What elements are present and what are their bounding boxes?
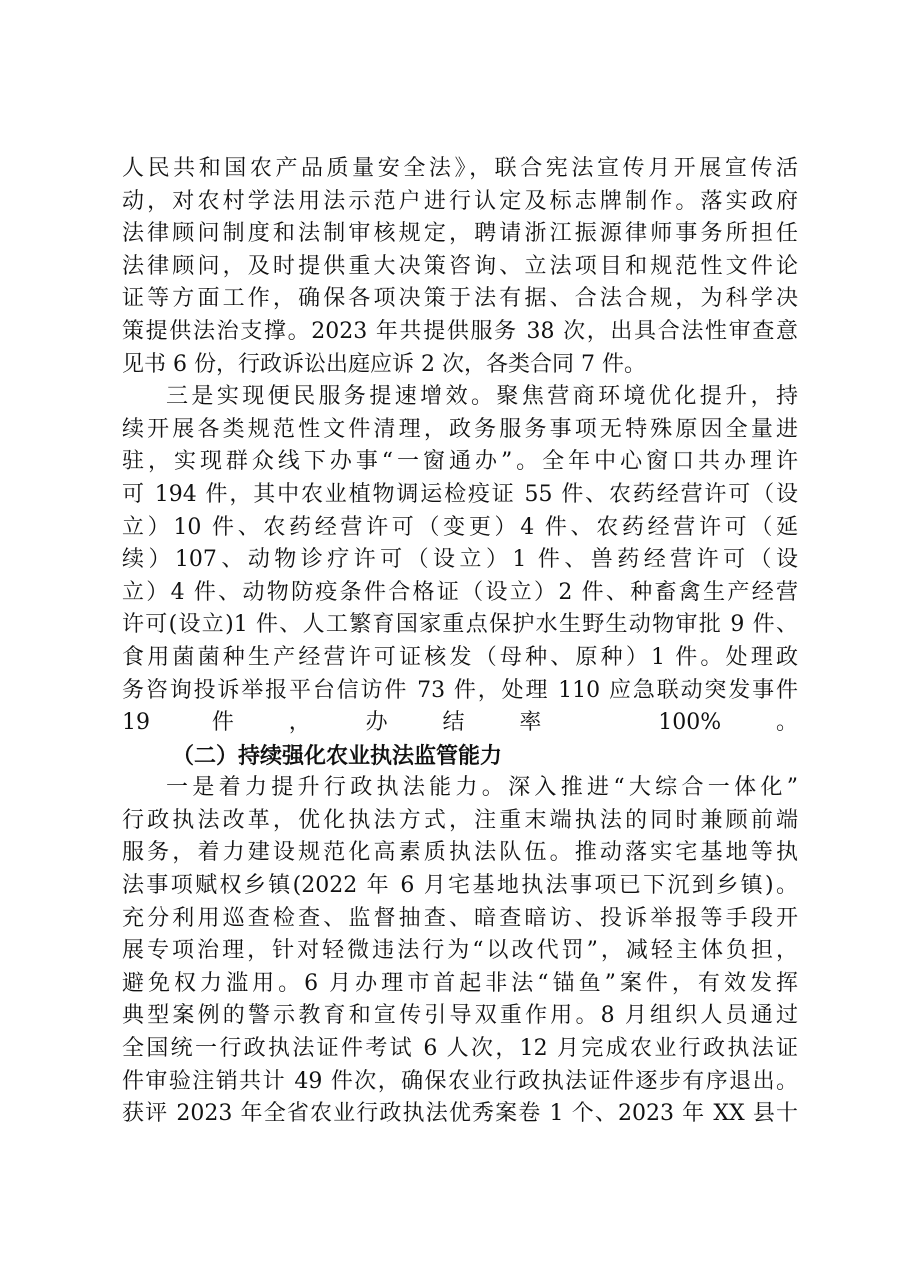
text-line: 法事项赋权乡镇(2022 年 6 月宅基地执法事项已下沉到乡镇)。 (122, 873, 798, 899)
text-line: 续开展各类规范性文件清理，政务服务事项无特殊原因全量进 (122, 416, 798, 442)
text-line: 续）107、动物诊疗许可（设立）1 件、兽药经营许可（设 (122, 547, 798, 573)
text-line: 法律顾问，及时提供重大决策咨询、立法项目和规范性文件论 (122, 253, 798, 279)
text-line: 展专项治理，针对轻微违法行为“以改代罚”，减轻主体负担， (122, 938, 798, 964)
text-line: 法律顾问制度和法制审核规定，聘请浙江振源律师事务所担任 (122, 221, 798, 247)
text-line: 服务，着力建设规范化高素质执法队伍。推动落实宅基地等执 (122, 840, 798, 866)
text-line: 食用菌菌种生产经营许可证核发（母种、原种）1 件。处理政 (122, 644, 798, 670)
paragraph-convenience-service (122, 381, 798, 740)
text-line: 可 194 件，其中农业植物调运检疫证 55 件、农药经营许可（设 (122, 481, 798, 507)
text-line: 全国统一行政执法证件考试 6 人次，12 月完成农业行政执法证 (122, 1036, 798, 1062)
text-line: 19 件，办结率 100%。 (122, 710, 798, 736)
text-line: 人民共和国农产品质量安全法》，联合宪法宣传月开展宣传活 (122, 156, 798, 181)
text-line: 务咨询投诉举报平台信访件 73 件，处理 110 应急联动突发事件 (122, 677, 798, 703)
text-line: 三是实现便民服务提速增效。聚焦营商环境优化提升，持 (166, 384, 798, 410)
text-line: 一是着力提升行政执法能力。深入推进“大综合一体化” (166, 775, 798, 801)
text-line: 充分利用巡查检查、监督抽查、暗查暗访、投诉举报等手段开 (122, 905, 798, 931)
paragraph-legal-advisor (122, 153, 798, 381)
text-line: 件审验注销共计 49 件次，确保农业行政执法证件逐步有序退出。 (122, 1068, 798, 1094)
paragraph-law-enforcement (122, 772, 798, 1131)
text-line: 证等方面工作，确保各项决策于法有据、合法合规，为科学决 (122, 286, 798, 312)
text-line: 行政执法改革，优化执法方式，注重末端执法的同时兼顾前端 (122, 807, 798, 833)
section-heading: （二）持续强化农业执法监管能力 (172, 742, 503, 769)
text-line: 许可(设立)1 件、人工繁育国家重点保护水生野生动物审批 9 件、 (122, 612, 798, 638)
text-line: 典型案例的警示教育和宣传引导双重作用。8 月组织人员通过 (122, 1003, 798, 1029)
text-line: 动，对农村学法用法示范户进行认定及标志牌制作。落实政府 (122, 188, 798, 214)
document-body (122, 153, 798, 1131)
text-line: 立）4 件、动物防疫条件合格证（设立）2 件、种畜禽生产经营 (122, 579, 798, 605)
text-line: 策提供法治支撑。2023 年共提供服务 38 次，出具合法性审查意 (122, 318, 798, 344)
text-line: 避免权力滥用。6 月办理市首起非法“锚鱼”案件，有效发挥 (122, 970, 798, 996)
text-line: 立）10 件、农药经营许可（变更）4 件、农药经营许可（延 (122, 514, 798, 540)
text-line: 见书 6 份，行政诉讼出庭应诉 2 次，各类合同 7 件。 (122, 351, 646, 377)
text-line: 获评 2023 年全省农业行政执法优秀案卷 1 个、2023 年 XX 县十 (122, 1101, 798, 1127)
text-line: 驻，实现群众线下办事“一窗通办”。全年中心窗口共办理许 (122, 449, 798, 475)
